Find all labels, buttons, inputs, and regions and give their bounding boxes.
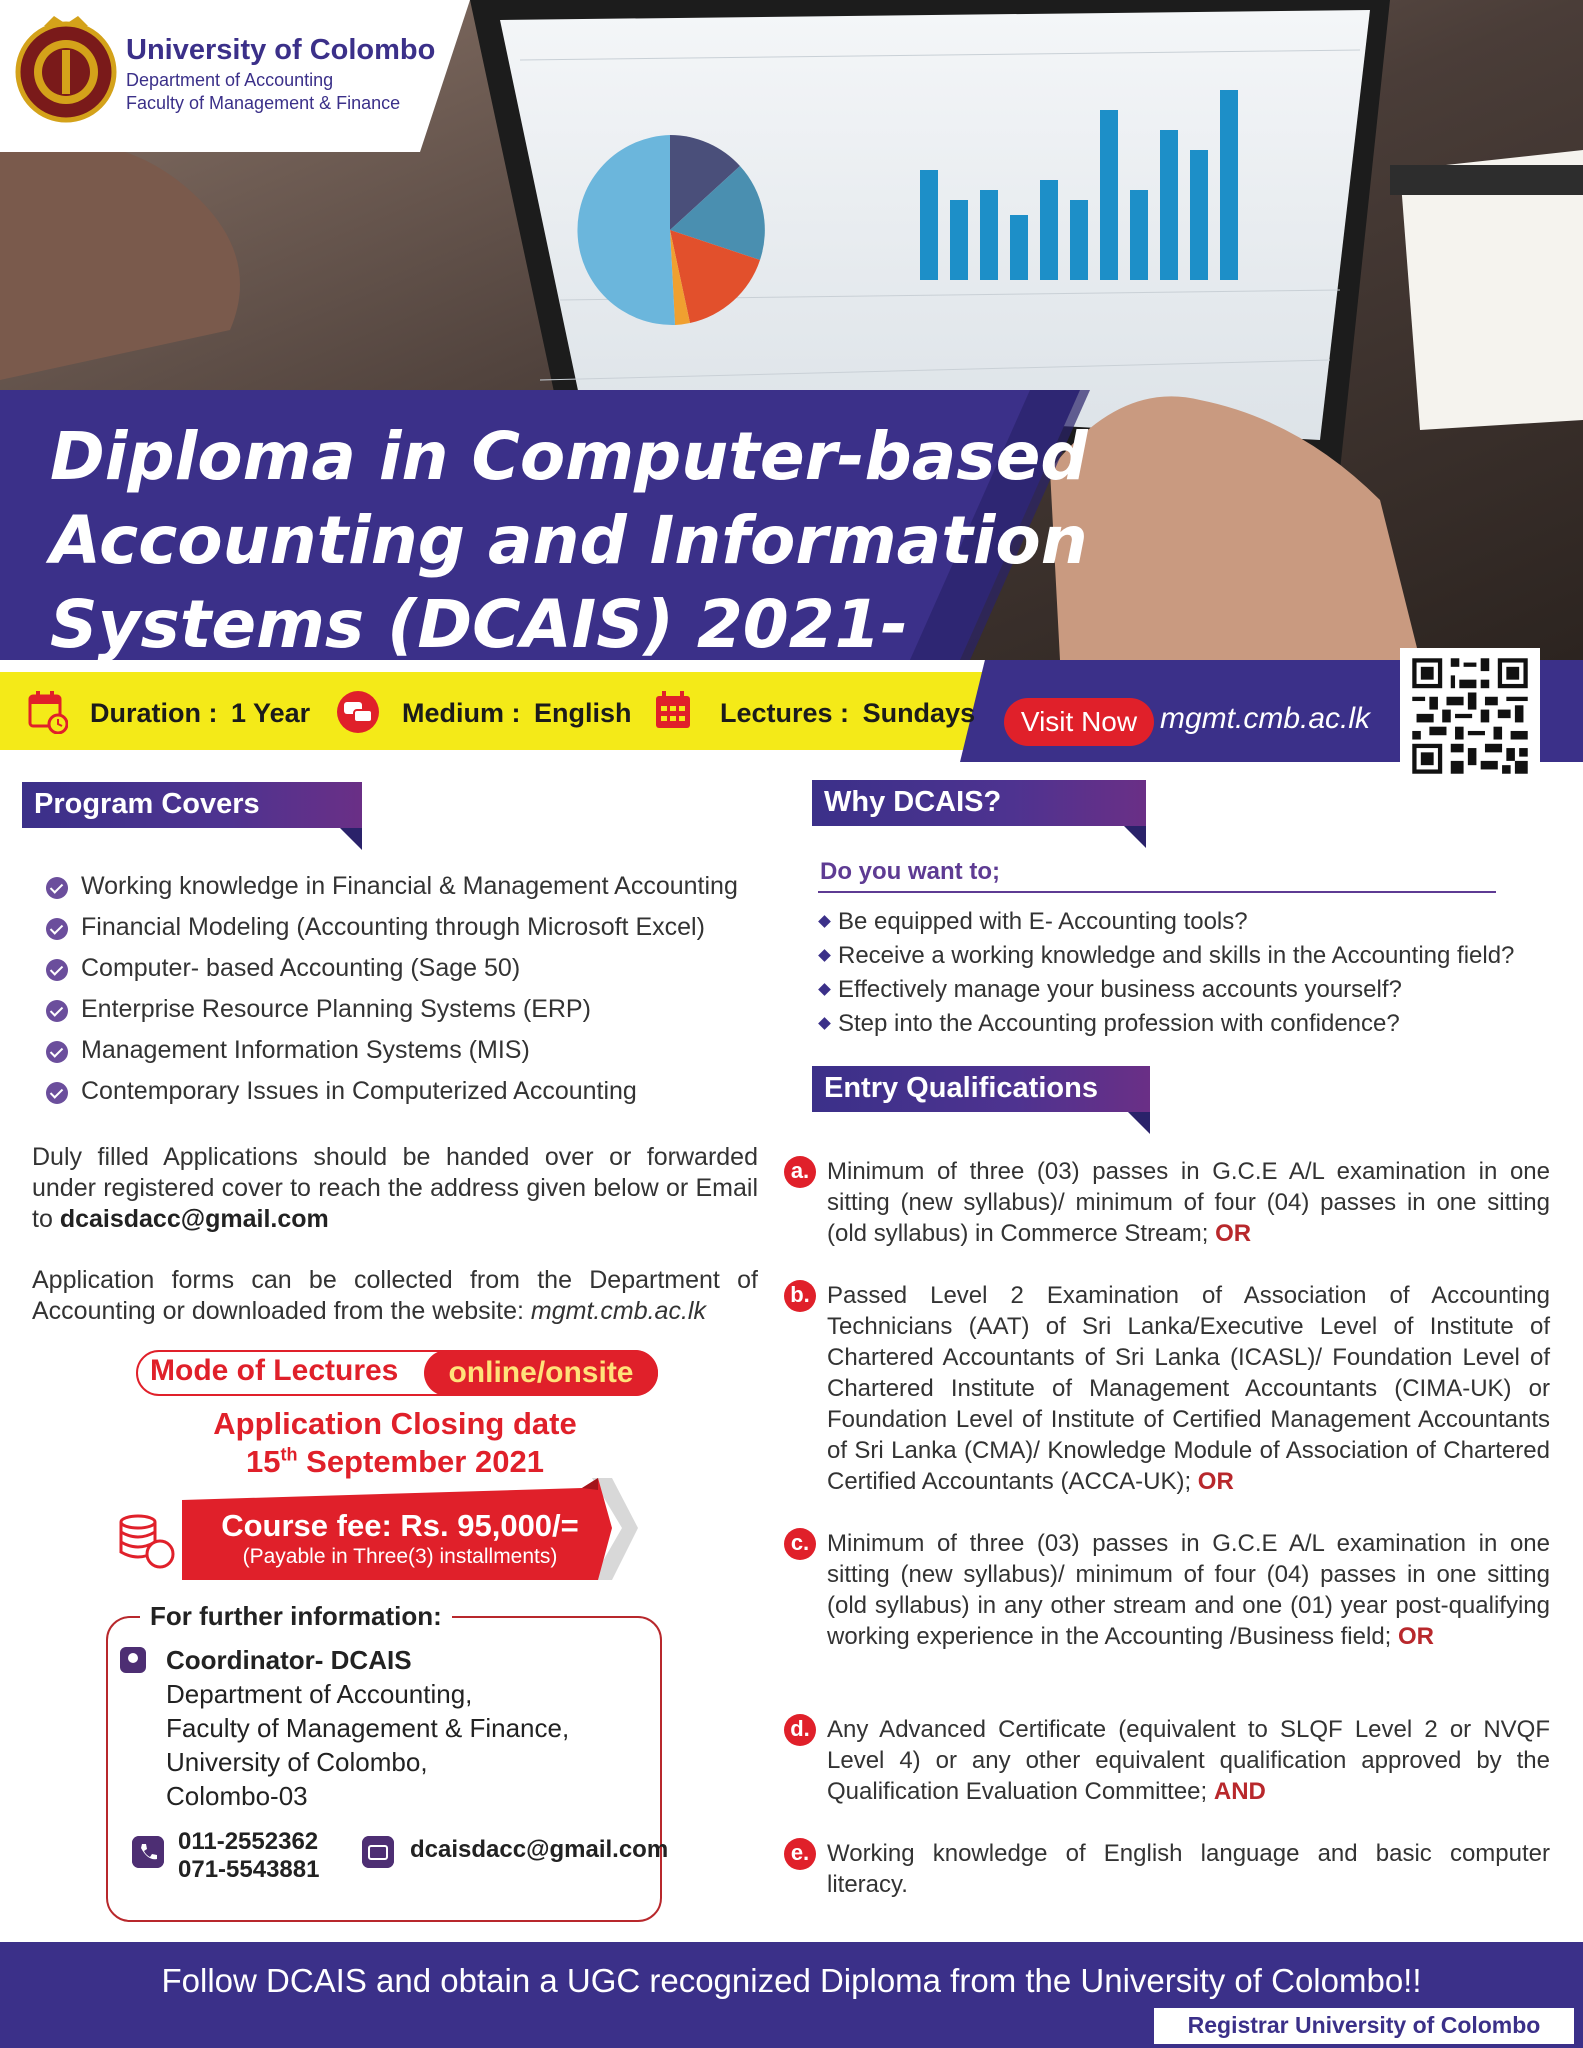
application-submission-text xyxy=(32,1142,758,1235)
calendar-icon xyxy=(654,690,694,732)
check-icon xyxy=(46,1082,68,1104)
qualification-conjunction: OR xyxy=(1398,1623,1434,1650)
visit-now-button[interactable]: Visit Now xyxy=(1004,698,1154,746)
address-line: Colombo-03 xyxy=(166,1781,308,1811)
duration-value: 1 Year xyxy=(231,698,311,728)
diamond-bullet-icon xyxy=(818,949,831,962)
qualification-letter: e. xyxy=(784,1838,816,1870)
diamond-bullet-icon xyxy=(818,915,831,928)
qualification-text xyxy=(827,1714,1550,1807)
email-icon xyxy=(362,1836,394,1868)
program-covers-tail xyxy=(340,828,362,850)
qualification-letter: c. xyxy=(784,1528,816,1560)
qualification-text xyxy=(827,1280,1550,1497)
list-item-label: Contemporary Issues in Computerized Accounting xyxy=(81,1077,637,1105)
qualification-letter: d. xyxy=(784,1714,816,1746)
website-link[interactable]: mgmt.cmb.ac.lk xyxy=(1160,702,1371,735)
qualification-body: Minimum of three (03) passes in G.C.E A/L examination in one sitting (new syllabus)/ minimum of four (04) passes in one sitting (old syllabus) in any other stream and one (01) year post-qualifying working experience in the Accounting /Business field; xyxy=(827,1530,1550,1650)
department-name: Department of Accounting xyxy=(126,70,334,90)
closing-day: 15 xyxy=(246,1444,281,1479)
address-line: Department of Accounting, xyxy=(166,1679,473,1709)
phone-numbers xyxy=(178,1828,319,1884)
check-icon xyxy=(46,1000,68,1022)
check-icon xyxy=(46,959,68,981)
qualification-body: Working knowledge of English language and basic computer literacy. xyxy=(827,1840,1550,1898)
address-line: University of Colombo, xyxy=(166,1747,428,1777)
chat-bubbles-icon xyxy=(334,690,382,734)
address-line: Coordinator- DCAIS xyxy=(166,1645,412,1675)
qualification-body: Any Advanced Certificate (equivalent to SLQF Level 2 or NVQF Level 4) or any other equivalent qualification approved by the Qualification Evaluation Committee; xyxy=(827,1716,1550,1805)
lectures-value: Sundays xyxy=(862,698,976,728)
university-name: University of Colombo xyxy=(126,34,436,66)
check-icon xyxy=(46,1041,68,1063)
university-crest-icon xyxy=(14,14,118,130)
submission-text: Duly filled Applications should be handed over or forwarded under registered cover to reach the address given below or Email to xyxy=(32,1143,758,1233)
check-icon xyxy=(46,918,68,940)
lectures-info xyxy=(720,698,975,729)
qr-code-icon[interactable] xyxy=(1400,648,1540,784)
phone-number-link[interactable]: 071-5543881 xyxy=(178,1856,320,1883)
list-item-label: Management Information Systems (MIS) xyxy=(81,1036,530,1064)
qualification-letter: b. xyxy=(784,1280,816,1312)
closing-day-suffix: th xyxy=(280,1444,298,1465)
medium-value: English xyxy=(534,698,632,728)
coordinator-address xyxy=(166,1643,569,1813)
application-forms-text xyxy=(32,1265,758,1327)
course-fee: Course fee: Rs. 95,000/= xyxy=(221,1508,579,1543)
forms-text: Application forms can be collected from the Department of Accounting or downloaded from the website: xyxy=(32,1266,758,1325)
qualification-conjunction: OR xyxy=(1215,1220,1252,1247)
closing-month-year: September 2021 xyxy=(306,1444,544,1479)
why-dcais-title: Why DCAIS? xyxy=(824,786,1002,818)
list-item-label: Financial Modeling (Accounting through Microsoft Excel) xyxy=(81,913,705,941)
list-item-label: Be equipped with E- Accounting tools? xyxy=(838,908,1248,935)
closing-date-label: Application Closing date xyxy=(213,1406,577,1441)
university-header xyxy=(126,34,435,114)
qualification-body: Passed Level 2 Examination of Association of Accounting Technicians (AAT) of Sri Lanka/Executive Level of Institute of Chartered Accountants of Sri Lanka (ICASL)/ Foundation Level of Chartered Institute of Management Accountants (CIMA-UK) or Foundation Level of Institute of Certified Management Accountants of Sri Lanka (CMA)/ Knowledge Module of Association of Chartered Certified Accountants (ACCA-UK); xyxy=(827,1282,1550,1495)
medium-label: Medium : xyxy=(402,698,521,728)
title-line-2: Accounting and Information xyxy=(50,502,1088,579)
registrar-label: Registrar University of Colombo xyxy=(1187,2012,1541,2038)
duration-label: Duration : xyxy=(90,698,218,728)
coins-icon xyxy=(118,1514,176,1570)
info-bar xyxy=(0,660,1583,762)
medium-info xyxy=(402,698,632,729)
location-pin-icon xyxy=(120,1647,146,1673)
list-item-label: Enterprise Resource Planning Systems (ERP) xyxy=(81,995,591,1023)
diamond-bullet-icon xyxy=(818,1017,831,1030)
mode-of-lectures-value: online/onsite xyxy=(424,1350,658,1396)
diamond-bullet-icon xyxy=(818,983,831,996)
list-item-label: Receive a working knowledge and skills in the Accounting field? xyxy=(838,942,1515,969)
title-line-3: Systems (DCAIS) 2021- xyxy=(50,586,908,660)
why-dcais-tail xyxy=(1124,826,1146,848)
list-item-label: Computer- based Accounting (Sage 50) xyxy=(81,954,521,982)
phone-number-link[interactable]: 011-2552362 xyxy=(178,1828,319,1855)
phone-icon xyxy=(132,1836,164,1868)
course-fee-installments: (Payable in Three(3) installments) xyxy=(242,1545,558,1568)
title-line-1: Diploma in Computer-based xyxy=(50,418,1088,495)
entry-qualifications-tail xyxy=(1128,1112,1150,1134)
duration-info xyxy=(90,698,310,729)
list-item-label: Effectively manage your business accounts yourself? xyxy=(838,976,1402,1003)
address-line: Faculty of Management & Finance, xyxy=(166,1713,570,1743)
page-title xyxy=(50,415,1090,660)
qualification-body: Minimum of three (03) passes in G.C.E A/L examination in one sitting (new syllabus)/ minimum of four (04) passes in one sitting (old syllabus) in Commerce Stream; xyxy=(827,1158,1550,1247)
qualification-text xyxy=(827,1156,1550,1249)
entry-qualifications-header xyxy=(812,1066,1150,1122)
qualification-conjunction: OR xyxy=(1197,1468,1234,1495)
divider xyxy=(818,891,1496,893)
contact-info-heading: For further information: xyxy=(140,1601,452,1632)
list-item-label: Step into the Accounting profession with confidence? xyxy=(838,1010,1400,1037)
closing-date-value xyxy=(130,1444,660,1480)
lectures-label: Lectures : xyxy=(720,698,850,728)
footer-text: Follow DCAIS and obtain a UGC recognized Diploma from the University of Colombo!! xyxy=(161,1962,1422,1999)
mode-of-lectures-label: Mode of Lectures xyxy=(150,1354,399,1387)
program-covers-header xyxy=(22,782,362,838)
qualification-letter: a. xyxy=(784,1156,816,1188)
why-dcais-subheading: Do you want to; xyxy=(820,858,1000,885)
qualification-conjunction: AND xyxy=(1213,1778,1266,1805)
submission-email-link[interactable]: dcaisdacc@gmail.com xyxy=(59,1205,329,1233)
program-covers-title: Program Covers xyxy=(34,788,260,820)
qualification-text xyxy=(827,1838,1550,1900)
contact-email-link[interactable]: dcaisdacc@gmail.com xyxy=(410,1836,669,1863)
hero-banner xyxy=(0,0,1583,660)
forms-website-link[interactable]: mgmt.cmb.ac.lk xyxy=(530,1297,706,1325)
calendar-clock-icon xyxy=(28,690,68,734)
list-item-label: Working knowledge in Financial & Management Accounting xyxy=(81,872,738,900)
check-icon xyxy=(46,877,68,899)
why-dcais-header xyxy=(812,780,1146,836)
qualification-text xyxy=(827,1528,1550,1652)
entry-qualifications-title: Entry Qualifications xyxy=(824,1072,1098,1104)
faculty-name: Faculty of Management & Finance xyxy=(126,93,401,113)
